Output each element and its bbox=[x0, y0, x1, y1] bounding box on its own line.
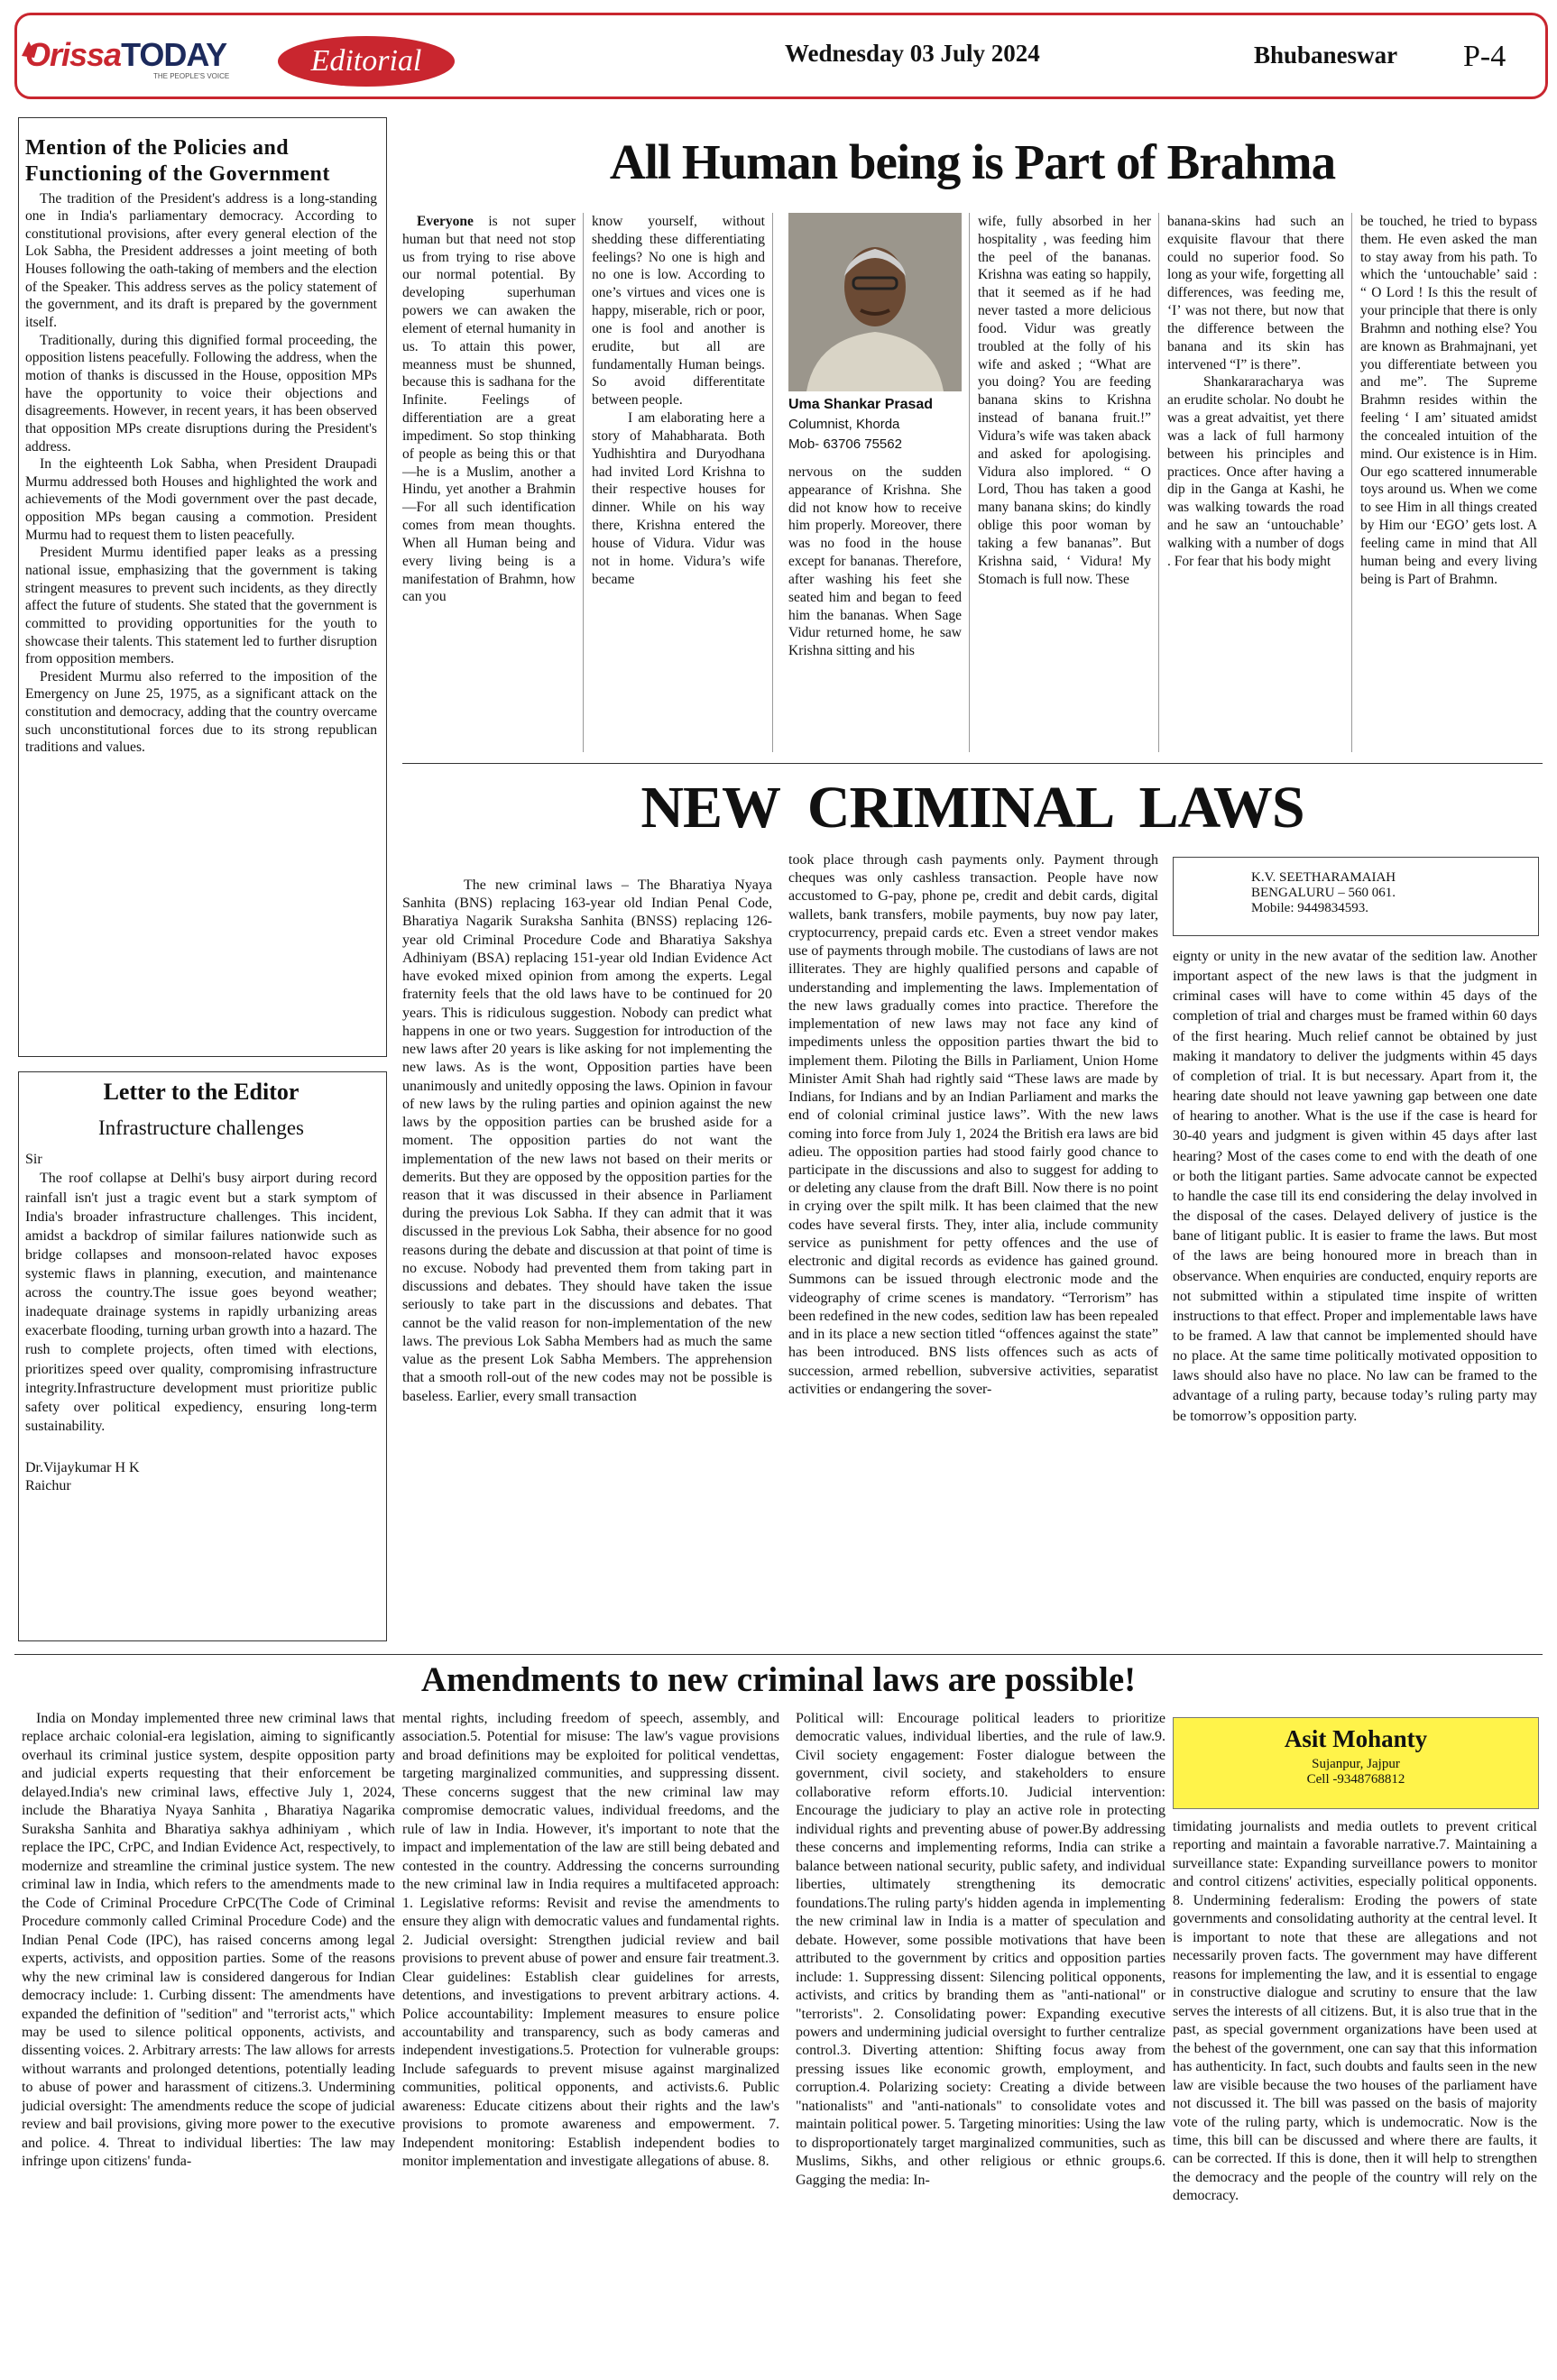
amendments-col4-text: timidating journalists and media outlets to prevent critical reporting and maintain a favorable narrative.7. Maintaining a surveillance state: Expanding surveillance powers to monitor and control citizens' activities, especially political opponents. 8. Undermining federalism: Eroding the powers of state governments and consolidating authority at the central level. It is important to note that these are allegations and not necessarily proven facts. The government may have different reasons for implementing the law, and it is essential to engage in constructive dialogue and scrutiny to ensure that the law serves the interests of all citizens. But, it is also true that in the past, as special government organizations have been used at the behest of the government, one can say that this information has authenticity. In fact, such doubts and faults seen in the new law are visible because the two houses of the parliament have not discussed it. The bill was passed on the basis of majority vote of the ruling party, which is undemocratic. Now is the time, this bill can be discussed and where there are faults, it can be corrected. If this is done, then it will help to strengthen the democracy and the people of the country will rely on the democracy. bbox=[1173, 1819, 1537, 2204]
amendments-headline: Amendments to new criminal laws are possible! bbox=[420, 1660, 1137, 1699]
amendments-author-name: Asit Mohanty bbox=[1284, 1725, 1428, 1752]
policies-paragraph: President Murmu identified paper leaks as a pressing national issue, emphasizing that the government is taking stringent measures to prevent such incidents, as they directly affect the future of students. She stated that the government is committed to providing opportunities for the youth to showcase their talents. This statement led to further disruption from opposition members. bbox=[25, 545, 377, 667]
policies-paragraph: President Murmu also referred to the imposition of the Emergency on June 25, 1975, as a significant attack on the constitution and democracy, adding that the country overcame such unconstitutional forces due to its strong republican traditions and values. bbox=[25, 668, 377, 756]
criminal-headline: NEW CRIMINAL LAWS bbox=[640, 775, 1304, 841]
policies-paragraph: The tradition of the President's address is a long-standing one in India's parliamentary democracy. According to constitutional provisions, after every general election of the Lok Sabha, the President addresses a joint meeting of both Houses following the oath-taking of members and the election of the Speaker. This address serves as the policy statement of the government, and its draft is prepared by the government itself. bbox=[25, 190, 377, 331]
letter-subtitle: Infrastructure challenges bbox=[98, 1116, 304, 1139]
letter-article bbox=[25, 1079, 377, 1496]
brahma-headline: All Human being is Part of Brahma bbox=[609, 134, 1336, 189]
logo-tagline: THE PEOPLE'S VOICE bbox=[153, 72, 230, 80]
brahma-column-4 bbox=[978, 213, 1151, 588]
policies-title: Mention of the Policies and Functioning of the Government bbox=[25, 136, 330, 187]
section-label: Editorial bbox=[278, 36, 455, 87]
brahma-author-mobile: Mob- 63706 75562 bbox=[788, 436, 902, 452]
criminal-column-2 bbox=[788, 851, 1158, 1399]
brahma-column-3 bbox=[788, 464, 962, 660]
letter-body bbox=[25, 1169, 377, 1436]
criminal-column-1 bbox=[402, 877, 772, 1406]
brahma-column-1 bbox=[402, 213, 576, 606]
amendments-column-2 bbox=[402, 1710, 779, 2172]
brahma-col1-text: is not super human but that need not stop us from trying to rise above our normal potential. By developing superhuman powers we can awaken the element of eternal humanity in us. To attain this power, meanness must be shunned, because this is sadhana for the Infinite. Feelings of differentiation are a great impediment. So stop thinking of people as being this or that—he is a Muslim, another a Hindu, yet another a Brahmin—For all such identification comes from mean thoughts. When all Human being and every living being is a manifestation of Brahmn, how can you bbox=[402, 214, 576, 605]
amendments-col3-text: Political will: Encourage political leaders to prioritize democratic values, individual liberties, and the rule of law.9. Civil society engagement: Foster dialogue between the government, civil society, and stakeholders to ensure collaborative reform efforts.10. Judicial intervention: Encourage the judiciary to play an active role in protecting individual rights and preventing abuse of power.By addressing these concerns and implementing reforms, India can strike a balance between national security, public safety, and individual liberties, ultimately strengthening its democratic foundations.The ruling party's hidden agenda in implementing the new criminal law in India is a matter of speculation and debate. However, some possible motivations that have been attributed to the government by critics and opposition parties include: 1. Suppressing dissent: Silencing political opponents, activists, and critics by branding them as "anti-national" or "terrorists". 2. Consolidating power: Expanding executive powers and undermining judicial oversight to further centralize control.3. Diverting attention: Shifting focus away from pressing issues like economic growth, employment, and corruption.4. Polarizing society: Creating a divide between "nationalists" and "anti-nationals" to consolidate votes and maintain political power. 5. Targeting minorities: Using the law to disproportionately target marginalized communities, such as Muslims, Sikhs, and other religious or ethnic groups.6. Gagging the media: In- bbox=[796, 1711, 1165, 2188]
section-divider bbox=[14, 1654, 1543, 1655]
logo-orissa: Orissa bbox=[25, 36, 122, 73]
column-divider bbox=[1158, 213, 1159, 752]
brahma-column-2 bbox=[592, 213, 765, 588]
brahma-author-role: Columnist, Khorda bbox=[788, 417, 900, 432]
column-divider bbox=[583, 213, 584, 752]
amendments-col1-text: India on Monday implemented three new criminal laws that replace archaic colonial-era legislation, aiming to significantly overhaul its criminal justice system, despite opposition party and judicial experts requesting that their enforcement be delayed.India's new criminal laws, effective July 1, 2024, include the Bharatiya Nyaya Sanhita , Bharatiya Nagarika Suraksha Sanhita and Bharatiya sakhya adhiniyam , which replace the IPC, CrPC, and Indian Evidence Act, respectively, to modernize and streamline the criminal justice system. The new criminal law in India, which refers to the amendments made to the Code of Criminal Procedure CrPC(The Code of Criminal Procedure commonly called Criminal Procedure Code) and the Indian Penal Code (IPC), has raised concerns among legal experts, activists, and opposition parties. Some of the reasons why the new criminal law is considered dangerous for Indian democracy include: 1. Curbing dissent: The amendments have expanded the definition of "sedition" and "terrorist acts," which may be used to silence political opponents, activists, and dissenting voices. 2. Arbitrary arrests: The law allows for arrests without warrants and prolonged detentions, potentially leading to abuse of power and harassment of citizens.3. Undermining judicial oversight: The amendments reduce the scope of judicial review and bail provisions, giving more power to the executive and police. 4. Threat to individual liberties: The law may infringe upon citizens' funda- bbox=[22, 1711, 395, 2170]
policies-body bbox=[25, 190, 377, 758]
amendments-column-1 bbox=[22, 1710, 395, 2172]
column-divider bbox=[1351, 213, 1352, 752]
letter-paragraph: The roof collapse at Delhi's busy airport during record rainfall isn't just a tragic event but a stark symptom of India's broader infrastructure challenges. This incident, amidst a backdrop of similar failures nationwide such as bridge collapses and monsoon-related havoc exposes systemic flaws in planning, execution, and maintenance across the country.The issue goes beyond weather; inadequate drainage systems in rapidly urbanizing areas exacerbate flooding, turning urban growth into a hazard. The rush to complete projects, often timed with elections, prioritizes speed over quality, compromising infrastructure integrity.Infrastructure development must prioritize public safety over political expediency, ensuring long-term sustainability. bbox=[25, 1171, 377, 1434]
logo-today: TODAY bbox=[121, 36, 227, 73]
letter-title: Letter to the Editor bbox=[103, 1079, 299, 1105]
criminal-col3-text: eignty or unity in the new avatar of the sedition law. Another important aspect of the new laws is that the judgment in criminal cases will have to come within 45 days of the completion of trial and charges must be framed within 60 days of the first hearing. Much relief cannot be obtained by just making it mandatory to deliver the judgments within 45 days of completion of trial. It is but necessary. Apart from it, the hearing date should not leave yawning gap between one date of hearing to another. What is the use if the case is heard for 30-40 years and judgment is given within 45 days after last hearing? Most of the cases come to end with the death of one or both the litigant parties. Same advocate cannot be expected to handle the case till its end considering the delay involved in the disposal of the cases. Delayed delivery of justice is the bane of litigant public. It is easier to frame the laws. But most of the laws are being honoured more in breach than in observance. When enquiries are conducted, enquiry reports are not submitted within a stipulated time inspite of written instructions to that effect. Proper and implementable laws have to be framed. A law that cannot be implemented should have no place. At the same time politically motivated opposition to laws should also have no place. No law can be framed to the advantage of a ruling party, because today’s ruling party may be tomorrow’s opposition party. bbox=[1173, 949, 1537, 1424]
letter-salutation: Sir bbox=[25, 1152, 42, 1167]
amendments-author-box bbox=[1173, 1717, 1539, 1809]
criminal-author-mobile: Mobile: 9449834593. bbox=[1251, 901, 1368, 915]
criminal-col1-text: The new criminal laws – The Bharatiya Nyaya Sanhita (BNS) replacing 163-year old Indian Penal Code, Bharatiya Nagarik Suraksha Sanhita (BNSS) replacing 126-year old Criminal Procedure Code and Bharatiya Sakshya Adhiniyam (BSA) replacing 151-year old Indian Evidence Act have evoked mixed opinion from among the experts. Legal fraternity feels that the old laws have to be continued for 20 years. This is ridiculous suggestion. Nobody can predict what happens in one or two years. Suggestion for introduction of the new laws after 20 years is like asking for not implementing the new laws. As is the wont, Opposition parties have been unanimously and unitedly opposing the laws. Opinion in favour of new laws by the ruling parties and opinion against the new laws by the opposition parties can be brushed aside for a moment. The opposition parties do not want the implementation of the new laws not based on their merits or demerits. But they are opposed by the opposition parties for the reason that it was discussed in their absence in Parliament during the previous Lok Sabha. If they can admit that it was discussed in the previous Lok Sabha, their absence for no good reasons during the debate and discussion at that point of time is no excuse. Nobody had prevented them from taking part in discussions and debates. They should have taken the issue seriously to take part in the discussions and debates. That cannot be the valid reason for non-implementation of the new laws. The previous Lok Sabha Members had as much the same value as the present Lok Sabha Members. The apprehension that a smooth roll-out of the new codes may not be possible is baseless. Earlier, every small transaction bbox=[402, 878, 772, 1404]
amendments-column-3 bbox=[796, 1710, 1165, 2190]
criminal-author-box bbox=[1173, 857, 1539, 936]
brahma-col4-text: wife, fully absorbed in her hospitality , was feeding him the peel of the bananas. Krishna was eating so happily, that it seemed as if he had never tasted a more delicious food. Vidur was greatly troubled at the folly of his wife and asked ; “What are you doing? You are feeding banana skins to Krishna instead of banana fruit.!” Vidura’s wife was taken aback and asked for apologising. Vidura also implored. “ O Lord, Thou has taken a good many banana skins; do kindly oblige this poor woman by taking a few bananas”. But Krishna said, ‘ Vidura! My Stomach is full now. These bbox=[978, 214, 1151, 587]
brahma-author-name: Uma Shankar Prasad bbox=[788, 397, 934, 412]
brahma-col3-text: nervous on the sudden appearance of Krishna. She did not know how to receive him properly. Moreover, there was no food in the house except for bananas. Therefore, after washing his feet she seated him and began to feed him the bananas. When Sage Vidur returned home, he saw Krishna sitting and his bbox=[788, 464, 962, 659]
letter-signature-name: Dr.Vijaykumar H K bbox=[25, 1460, 140, 1475]
author-photo bbox=[788, 213, 962, 391]
criminal-column-3 bbox=[1173, 947, 1537, 1427]
letter-signature-place: Raichur bbox=[25, 1478, 71, 1494]
criminal-col2-text: took place through cash payments only. Payment through cheques was only cashless transaction. People have now accustomed to G-pay, phone pe, credit and debit cards, digital wallets, bank transfers, mobile payments, buy now pay later, cryptocurrency, prepaid cards etc. Even a street vendor makes use of payments through mobile. The custodians of laws are not illiterates. They are highly qualified persons and capable of understanding and implementing the laws. Implementation of the new laws gradually comes into practice. Therefore the implementation of new laws may not face any kind of impediments unless the opposition parties thwart the bid to implement them. Piloting the Bills in Parliament, Union Home Minister Amit Shah had rightly said “These laws are made by Indians, for Indians and by an Indian Parliament and marks the end of colonial criminal justice laws”. With the new laws coming into force from July 1, 2024 the British era laws are bid adieu. The opposition parties had stood fairly good chance to participate in the discussions and also to suggest for adding to or deleting any clause from the draft Bill. Now there is no point in crying over the spilt milk. It has been claimed that the new codes have several firsts. They, inter alia, include community service as punishment for petty offences and the use of electronic and digital records as evidence has gained ground. Summons can be issued through electronic mode and the videography of crime scenes is mandatory. “Terrorism” has been redefined in the new codes, sedition law has been repealed and in its place a new section titled “offences against the state” has been introduced. BNS lists offences such as acts of succession, armed rebellion, subversive activities, separatist activities or endangering the sover- bbox=[788, 852, 1158, 1397]
author-portrait-icon bbox=[788, 213, 962, 391]
policies-article bbox=[25, 135, 377, 757]
issue-date: Wednesday 03 July 2024 bbox=[785, 40, 1040, 67]
criminal-author-city: BENGALURU – 560 061. bbox=[1251, 886, 1396, 900]
logo[interactable] bbox=[25, 36, 226, 74]
section-divider bbox=[402, 763, 1543, 764]
amendments-author-cell: Cell -9348768812 bbox=[1306, 1772, 1405, 1787]
brahma-column-5 bbox=[1167, 213, 1344, 571]
brahma-col2a-text: know yourself, without shedding these differentiating feelings? No one is high and no one is low. According to one’s virtues and vices one is happy, miserable, rich or poor, one is fool and another is erudite, but all are fundamentally Human beings. So avoid differentitate between people. bbox=[592, 214, 765, 409]
brahma-column-6 bbox=[1360, 213, 1537, 588]
amendments-col2-text: mental rights, including freedom of speech, assembly, and association.5. Potential for misuse: The law's vague provisions and broad definitions may be exploited for political vendettas, targeting marginalized communities, and suppressing dissent. These concerns suggest that the new criminal law may compromise democratic values, individual freedoms, and the rule of law in India. However, it's important to note that the impact and implementation of the law are still being debated and contested in the country. Addressing the concerns surrounding the new criminal law in India requires a multifaceted approach: 1. Legislative reforms: Revisit and revise the amendments to ensure they align with democratic values and fundamental rights. 2. Judicial oversight: Strengthen judicial review and bail provisions to prevent abuse of power and ensure fair treatment.3. Clear guidelines: Establish clear guidelines for arrests, detentions, and investigations to prevent arbitrary actions. 4. Police accountability: Implement measures to ensure police accountability and transparency, such as body cameras and independent investigations.5. Protection for vulnerable groups: Include safeguards to prevent misuse against marginalized communities, political opponents, and activists.6. Public awareness: Educate citizens about their rights and the law's provisions to promote awareness and empowerment. 7. Independent monitoring: Establish independent bodies to monitor implementation and investigate allegations of abuse. 8. bbox=[402, 1711, 779, 2170]
column-divider bbox=[772, 213, 773, 752]
edition-city: Bhubaneswar bbox=[1254, 41, 1398, 69]
brahma-lead-word: Everyone bbox=[417, 214, 474, 229]
amendments-column-4 bbox=[1173, 1818, 1537, 2206]
brahma-col5a-text: banana-skins had such an exquisite flavour that there could no superior food. So long as your wife, forgetting all differences, was feeding me, ‘I’ was not there, but now that the difference between the banana and its skin has intervened “I” is there”. bbox=[1167, 214, 1345, 372]
amendments-author-place: Sujanpur, Jajpur bbox=[1312, 1757, 1400, 1771]
criminal-author-name: K.V. SEETHARAMAIAH bbox=[1251, 870, 1396, 885]
policies-paragraph: Traditionally, during this dignified formal proceeding, the opposition listens peacefully. Following the address, when the motion of thanks is discussed in the House, opposition MPs have the opportunity to voice their objections and disagreements. However, in recent years, it has been observed that opposition MPs create disruptions during the President's address. bbox=[25, 332, 377, 455]
brahma-col2b-text: I am elaborating here a story of Mahabharata. Both Yudhishtira and Duryodhana had invited Lord Krishna to their respective houses for dinner. While on his way there, Krishna entered the house of Vidura. Vidur was not in home. Vidura’s wife became bbox=[592, 410, 765, 587]
page-number: P-4 bbox=[1463, 40, 1506, 73]
brahma-col5b-text: Shankararacharya was an erudite scholar. No doubt he was a great advaitist, yet there was a lack of full harmony between his principles and practices. Once after having a dip in the Ganga at Kashi, he was walking towards the road and he saw an ‘untouchable’ walking with a number of dogs . For fear that his body might bbox=[1167, 374, 1344, 569]
brahma-col6-text: be touched, he tried to bypass them. He even asked the man to stay away from his path. To which the ‘untouchable’ said : “ O Lord ! Is this the result of your principle that there is only Brahmn and nothing else? You are known as Brahmajnani, yet you differentiate between you and me”. The Supreme Brahmn resides within the feeling ‘ I am’ situated amidst the concealed intuition of the mind. Our existence is in Him. Our ego scattered innumerable toys around us. When we come to see Him in all things created by Him our ‘EGO’ gets lost. A feeling came in mind that All human being and every living being is Part of Brahmn. bbox=[1360, 214, 1537, 587]
column-divider bbox=[969, 213, 970, 752]
policies-paragraph: In the eighteenth Lok Sabha, when President Draupadi Murmu addressed both Houses and highlighted the work and achievements of the Modi government over the past decade, opposition MPs began causing a commotion. President Murmu had to request them to listen peacefully. bbox=[25, 456, 377, 543]
